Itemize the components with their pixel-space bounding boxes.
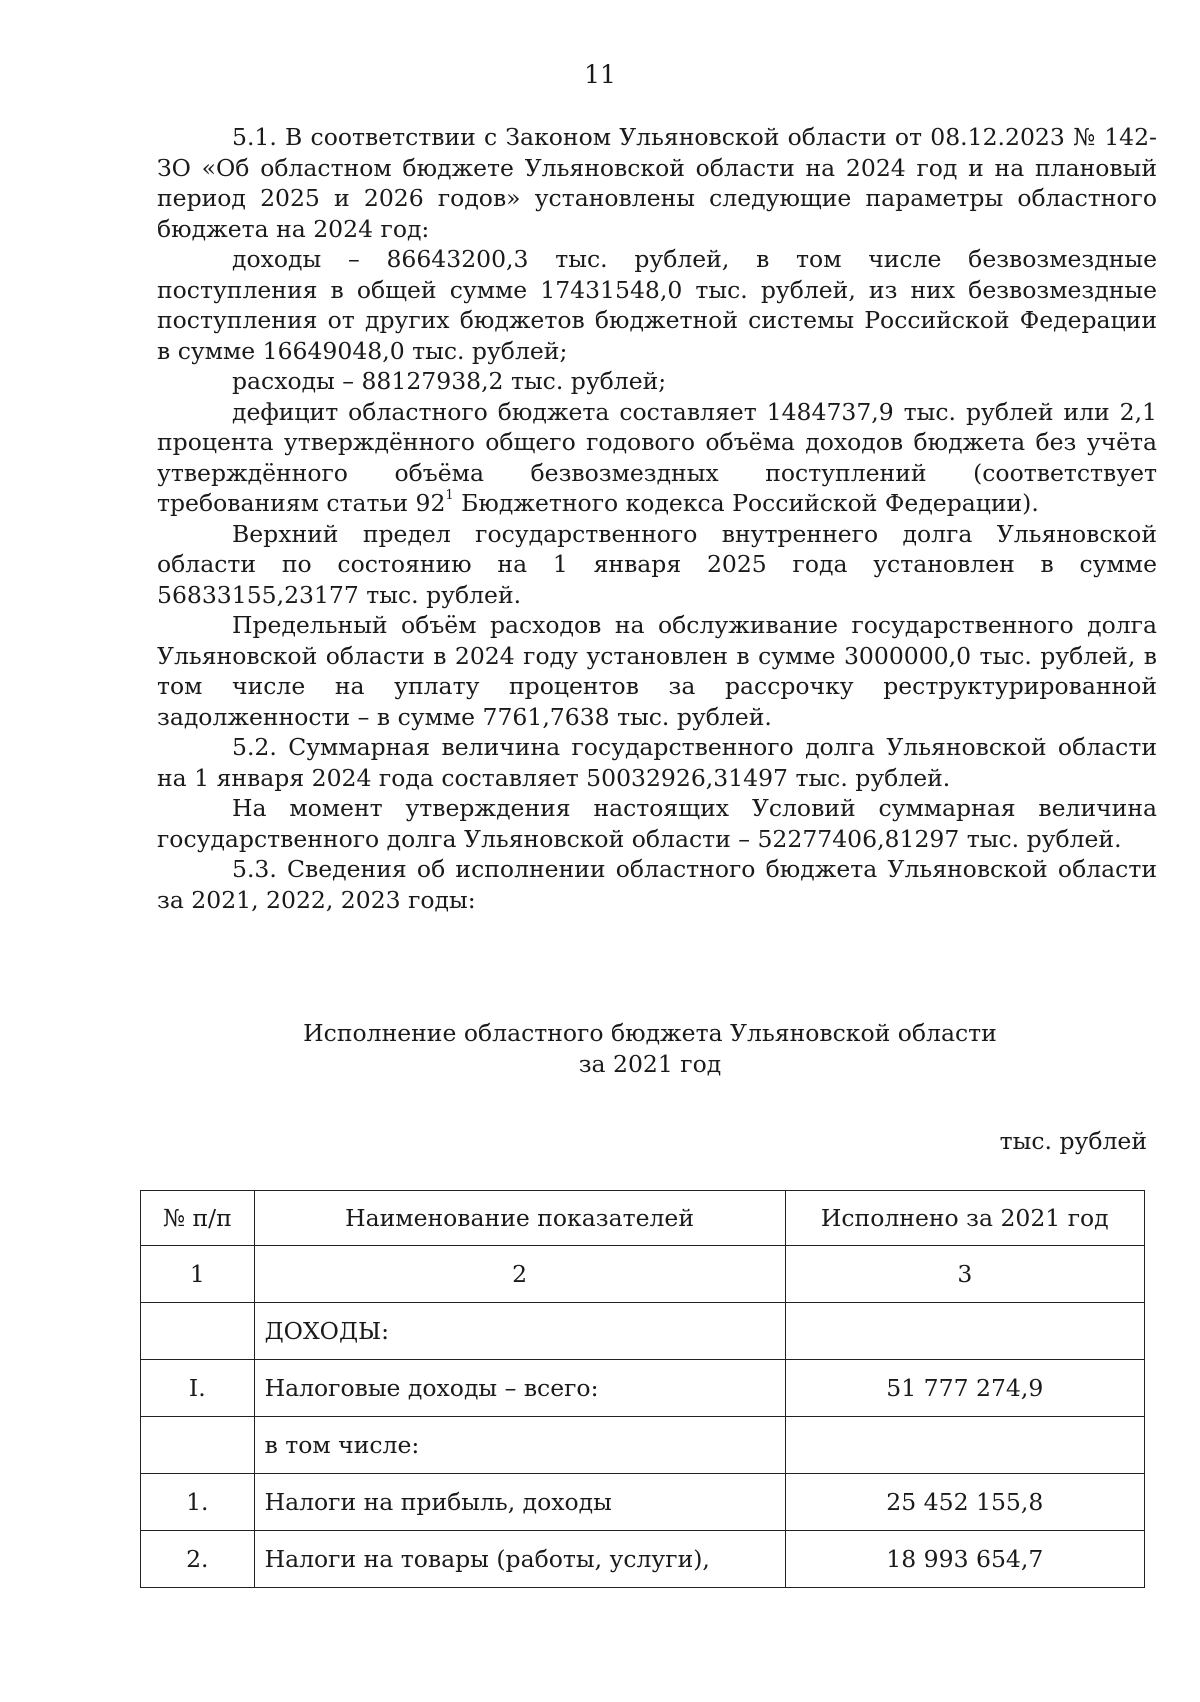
- paragraph-expenses: расходы – 88127938,2 тыс. рублей;: [232, 367, 667, 395]
- row-num: [141, 1303, 255, 1360]
- table-title-line2: за 2021 год: [578, 1050, 722, 1078]
- column-index-row: [141, 1246, 1145, 1303]
- row-value: 25 452 155,8: [785, 1474, 1144, 1531]
- units-label: тыс. рублей: [999, 1127, 1147, 1155]
- row-value: 18 993 654,7: [785, 1531, 1144, 1588]
- row-name: ДОХОДЫ:: [254, 1303, 785, 1360]
- row-num: 1.: [141, 1474, 255, 1531]
- index-cell: 2: [254, 1246, 785, 1303]
- row-value: [785, 1303, 1144, 1360]
- table-row: [141, 1474, 1145, 1531]
- paragraph-debt-service: Предельный объём расходов на обслуживание государственного долга Ульяновской области в 2024 году установлен в сумме 3000000,0 тыс. рублей, в том числе на уплату процентов за рассрочку реструктурированной задолженности – в сумме 7761,7638 тыс. рублей.: [157, 611, 1157, 731]
- row-name: Налоговые доходы – всего:: [254, 1360, 785, 1417]
- table-header-row: [141, 1191, 1145, 1246]
- row-num: I.: [141, 1360, 255, 1417]
- header-value: Исполнено за 2021 год: [785, 1191, 1144, 1246]
- row-num: 2.: [141, 1531, 255, 1588]
- header-name: Наименование показателей: [254, 1191, 785, 1246]
- table-row: [141, 1417, 1145, 1474]
- document-body: [157, 122, 1157, 915]
- deficit-text-end: Бюджетного кодекса Российской Федерации).: [453, 489, 1039, 517]
- row-num: [141, 1417, 255, 1474]
- table-row: [141, 1303, 1145, 1360]
- paragraph-debt-limit: Верхний предел государственного внутреннего долга Ульяновской области по состоянию на 1 января 2025 года установлен в сумме 56833155,23177 тыс. рублей.: [157, 519, 1157, 609]
- index-cell: 3: [785, 1246, 1144, 1303]
- table-row: [141, 1531, 1145, 1588]
- paragraph-5-2: 5.2. Суммарная величина государственного долга Ульяновской области на 1 января 2024 года составляет 50032926,31497 тыс. рублей.: [157, 733, 1157, 792]
- paragraph-5-1: 5.1. В соответствии с Законом Ульяновской области от 08.12.2023 № 142-ЗО «Об областном бюджете Ульяновской области на 2024 год и на плановый период 2025 и 2026 годов» установлены следующие параметры областного бюджета на 2024 год:: [157, 123, 1157, 243]
- paragraph-deficit: [157, 397, 1157, 519]
- row-value: 51 777 274,9: [785, 1360, 1144, 1417]
- page-number: 11: [584, 60, 616, 89]
- deficit-text: дефицит областного бюджета составляет 1484737,9 тыс. рублей или 2,1 процента утверждённого общего годового объёма доходов бюджета без учёта утверждённого объёма безвозмездных поступлений (соответствует требованиям статьи 92: [157, 397, 1157, 517]
- table-title: [150, 1018, 1150, 1080]
- index-cell: 1: [141, 1246, 255, 1303]
- table-row: [141, 1360, 1145, 1417]
- table-title-line1: Исполнение областного бюджета Ульяновской области: [303, 1019, 997, 1047]
- header-num: № п/п: [141, 1191, 255, 1246]
- row-name: Налоги на прибыль, доходы: [254, 1474, 785, 1531]
- paragraph-current-debt: На момент утверждения настоящих Условий суммарная величина государственного долга Ульяновской области – 52277406,81297 тыс. рублей.: [157, 794, 1157, 853]
- article-superscript: 1: [445, 488, 454, 504]
- row-name: в том числе:: [254, 1417, 785, 1474]
- budget-table: [140, 1190, 1145, 1588]
- row-name: Налоги на товары (работы, услуги),: [254, 1531, 785, 1588]
- row-value: [785, 1417, 1144, 1474]
- paragraph-revenues: доходы – 86643200,3 тыс. рублей, в том числе безвозмездные поступления в общей сумме 17431548,0 тыс. рублей, из них безвозмездные поступления от других бюджетов бюджетной системы Российской Федерации в сумме 16649048,0 тыс. рублей;: [157, 245, 1157, 365]
- paragraph-5-3: 5.3. Сведения об исполнении областного бюджета Ульяновской области за 2021, 2022, 2023 годы:: [157, 855, 1157, 914]
